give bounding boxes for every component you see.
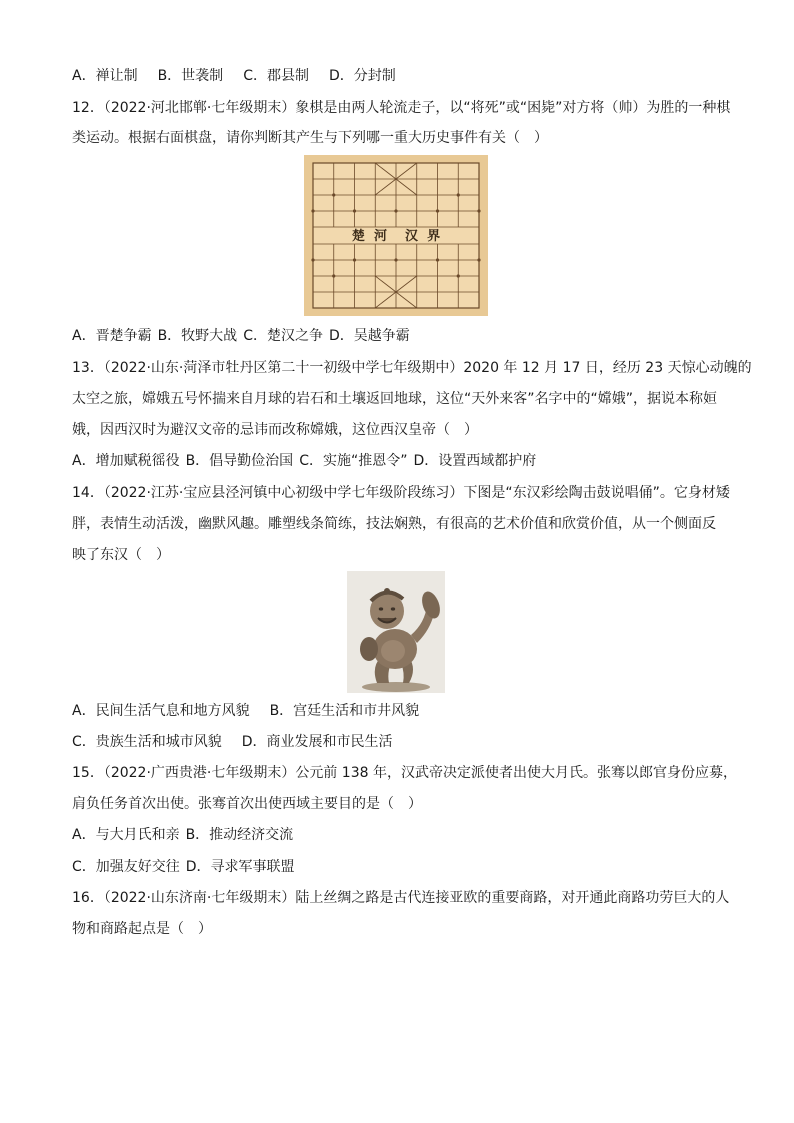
q15-options-row-2 xyxy=(72,857,722,877)
q15-option-d: D．寻求军事联盟 xyxy=(185,859,295,875)
q14-option-c: C．贵族生活和城市风貌 xyxy=(72,734,222,750)
q12-option-c: C．楚汉之争 xyxy=(243,328,323,344)
q15-stem-line-1: 15．（2022·广西贵港·七年级期末）公元前 138 年，汉武帝决定派使者出使大月氏。张骞以郎官身份应募， xyxy=(72,765,737,781)
q15-option-a: A．与大月氏和亲 xyxy=(72,827,180,843)
q14-option-a: A．民间生活气息和地方风貌 xyxy=(72,703,250,719)
q12-option-a: A．晋楚争霸 xyxy=(72,328,152,344)
q13-option-a: A．增加赋税徭役 xyxy=(72,453,180,469)
q12-stem-line-2: 类运动。根据右面棋盘，请你判断其产生与下列哪一重大历史事件有关（ ） xyxy=(72,130,548,146)
q13-options xyxy=(72,451,722,471)
q13-stem-line-2: 太空之旅，嫦娥五号怀揣来自月球的岩石和土壤返回地球，这位“天外来客”名字中的“嫦娥”，据说本称姮 xyxy=(72,391,718,407)
q15-stem-line-2: 肩负任务首次出使。张骞首次出使西域主要目的是（ ） xyxy=(72,796,422,812)
q14-option-b: B．宫廷生活和市井风貌 xyxy=(269,703,420,719)
chessboard-river-text: 楚 河 汉 界 xyxy=(351,229,441,244)
q12-option-d: D．吴越争霸 xyxy=(328,328,410,344)
q11-option-b: B．世袭制 xyxy=(157,68,224,84)
chessboard-image xyxy=(304,155,488,316)
q14-option-d: D．商业发展和市民生活 xyxy=(241,734,393,750)
q14-stem-line-2: 胖，表情生动活泼，幽默风趣。雕塑线条简练，技法娴熟，有很高的艺术价值和欣赏价值，从一个侧面反 xyxy=(72,516,716,532)
q14-stem-line-1: 14．（2022·江苏·宝应县泾河镇中心初级中学七年级阶段练习）下图是“东汉彩绘陶击鼓说唱俑”。它身材矮 xyxy=(72,485,730,501)
q15-option-c: C．加强友好交往 xyxy=(72,859,180,875)
q12-option-b: B．牧野大战 xyxy=(157,328,238,344)
q13-option-d: D．设置西域都护府 xyxy=(413,453,537,469)
q13-stem-line-1: 13．（2022·山东·菏泽市牡丹区第二十一初级中学七年级期中）2020 年 12 月 17 日，经历 23 天惊心动魄的 xyxy=(72,360,752,376)
q11-option-d: D．分封制 xyxy=(328,68,396,84)
q13-stem-line-3: 娥，因西汉时为避汉文帝的忌讳而改称嫦娥，这位西汉皇帝（ ） xyxy=(72,422,478,438)
q11-option-a: A．禅让制 xyxy=(72,68,138,84)
q16-stem-line-2: 物和商路起点是（ ） xyxy=(72,921,212,937)
q15-option-b: B．推动经济交流 xyxy=(185,827,294,843)
q15-options-row-1 xyxy=(72,825,722,845)
q12-options xyxy=(72,326,722,346)
q14-options-row-1 xyxy=(72,701,722,721)
q11-options xyxy=(72,66,722,86)
q13-option-c: C．实施“推恩令” xyxy=(299,453,408,469)
drummer-figurine-image xyxy=(347,571,445,693)
q13-option-b: B．倡导勤俭治国 xyxy=(185,453,294,469)
q12-stem-line-1: 12．（2022·河北邯郸·七年级期末）象棋是由两人轮流走子，以“将死”或“困毙”对方将（帅）为胜的一种棋 xyxy=(72,100,731,116)
q14-stem-line-3: 映了东汉（ ） xyxy=(72,547,170,563)
q16-stem-line-1: 16．（2022·山东济南·七年级期末）陆上丝绸之路是古代连接亚欧的重要商路，对开通此商路功劳巨大的人 xyxy=(72,890,730,906)
q14-options-row-2 xyxy=(72,732,722,752)
q11-option-c: C．郡县制 xyxy=(243,68,309,84)
